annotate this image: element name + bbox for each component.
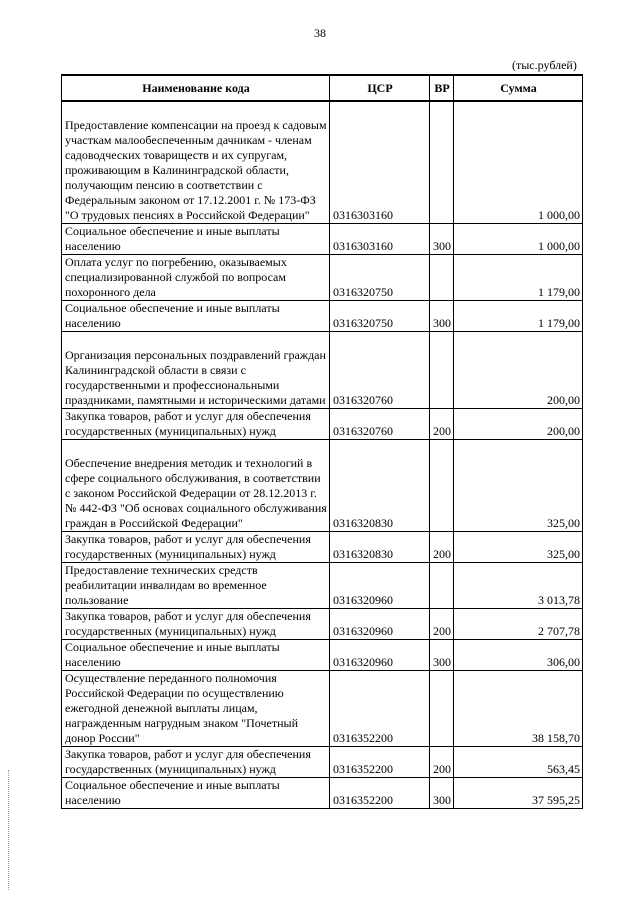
row-name-cell [62,440,330,532]
row-name-text: Обеспечение внедрения методик и технологий в сфере социального обслуживания, в соответствии с законом Российской Федерации от 28.12.2013 г. № 442-ФЗ "Об основах социального обслуживания граждан в Российской Федерации" [65,456,327,530]
row-name-cell [62,332,330,409]
row-name-cell [62,778,330,809]
row-name-cell [62,671,330,747]
row-sum-cell: 325,00 [454,532,583,563]
row-name-text: Социальное обеспечение и иные выплаты населению [65,224,280,253]
row-csr-cell: 0316320750 [330,301,430,332]
row-vr-cell [430,563,454,609]
row-name-text: Осуществление переданного полномочия Российской Федерации по осуществлению ежегодной денежной выплаты лицам, награжденным нагрудным знаком "Почетный донор России" [65,671,298,745]
units-label: (тыс.рублей) [512,58,577,72]
row-vr-cell: 200 [430,532,454,563]
row-csr-cell: 0316303160 [330,224,430,255]
table-row [62,532,583,563]
row-name-cell [62,255,330,301]
page-number: 38 [314,26,326,40]
row-vr-cell: 300 [430,301,454,332]
row-name-cell [62,409,330,440]
row-csr-cell: 0316320760 [330,409,430,440]
row-name-text: Закупка товаров, работ и услуг для обеспечения государственных (муниципальных) нужд [65,747,311,776]
row-name-text: Социальное обеспечение и иные выплаты населению [65,301,280,330]
row-csr-cell: 0316320760 [330,332,430,409]
row-csr-cell: 0316352200 [330,778,430,809]
row-csr-cell: 0316352200 [330,747,430,778]
row-vr-cell [430,440,454,532]
row-sum-cell: 1 000,00 [454,224,583,255]
table-row [62,778,583,809]
table-row [62,101,583,224]
table-row [62,332,583,409]
table-row [62,301,583,332]
table-row [62,671,583,747]
row-sum-cell: 2 707,78 [454,609,583,640]
table-row [62,409,583,440]
row-vr-cell [430,332,454,409]
row-name-text: Оплата услуг по погребению, оказываемых специализированной службой по вопросам похоронного дела [65,255,287,299]
row-vr-cell [430,255,454,301]
header-row [62,75,583,101]
row-name-cell [62,747,330,778]
table-body [62,101,583,809]
header-sum: Сумма [454,75,583,101]
row-vr-cell [430,671,454,747]
row-csr-cell: 0316320750 [330,255,430,301]
row-sum-cell: 1 179,00 [454,255,583,301]
header-name: Наименование кода [62,75,330,101]
table-row [62,224,583,255]
row-sum-cell: 1 000,00 [454,101,583,224]
table-row [62,255,583,301]
table-row [62,609,583,640]
row-sum-cell: 325,00 [454,440,583,532]
row-csr-cell: 0316320830 [330,532,430,563]
row-csr-cell: 0316320960 [330,609,430,640]
row-csr-cell: 0316303160 [330,101,430,224]
row-name-text: Социальное обеспечение и иные выплаты населению [65,640,280,669]
budget-table [61,74,583,809]
row-vr-cell: 200 [430,409,454,440]
table-row [62,563,583,609]
row-sum-cell: 3 013,78 [454,563,583,609]
row-vr-cell [430,101,454,224]
row-vr-cell: 300 [430,778,454,809]
row-name-text: Социальное обеспечение и иные выплаты населению [65,778,280,807]
row-name-text: Организация персональных поздравлений граждан Калининградской области в связи с государственными и профессиональными праздниками, памятными и историческими датами [65,348,326,407]
scan-edge-mark [8,770,11,890]
row-sum-cell: 1 179,00 [454,301,583,332]
row-name-text: Закупка товаров, работ и услуг для обеспечения государственных (муниципальных) нужд [65,532,311,561]
row-name-text: Закупка товаров, работ и услуг для обеспечения государственных (муниципальных) нужд [65,409,311,438]
row-name-cell [62,224,330,255]
row-csr-cell: 0316320960 [330,640,430,671]
row-sum-cell: 200,00 [454,332,583,409]
row-name-cell [62,101,330,224]
row-sum-cell: 200,00 [454,409,583,440]
header-csr: ЦСР [330,75,430,101]
row-vr-cell: 200 [430,609,454,640]
row-name-text: Закупка товаров, работ и услуг для обеспечения государственных (муниципальных) нужд [65,609,311,638]
row-sum-cell: 306,00 [454,640,583,671]
row-vr-cell: 200 [430,747,454,778]
row-name-text: Предоставление технических средств реабилитации инвалидам во временное пользование [65,563,267,607]
row-name-cell [62,640,330,671]
row-csr-cell: 0316320960 [330,563,430,609]
row-csr-cell: 0316320830 [330,440,430,532]
row-csr-cell: 0316352200 [330,671,430,747]
row-name-cell [62,563,330,609]
header-vr: ВР [430,75,454,101]
row-name-cell [62,532,330,563]
row-name-cell [62,301,330,332]
row-sum-cell: 563,45 [454,747,583,778]
table-row [62,640,583,671]
table-row [62,747,583,778]
row-vr-cell: 300 [430,640,454,671]
row-name-cell [62,609,330,640]
row-sum-cell: 37 595,25 [454,778,583,809]
row-name-text: Предоставление компенсации на проезд к садовым участкам малообеспеченным дачникам - членам садоводческих товариществ и их супругам, проживающим в Калининградской области, получающим пенсию в соответствии с Федеральным законом от 17.12.2001 г. № 173-ФЗ "О трудовых пенсиях в Российской Федерации" [65,118,327,222]
row-vr-cell: 300 [430,224,454,255]
row-sum-cell: 38 158,70 [454,671,583,747]
table-row [62,440,583,532]
